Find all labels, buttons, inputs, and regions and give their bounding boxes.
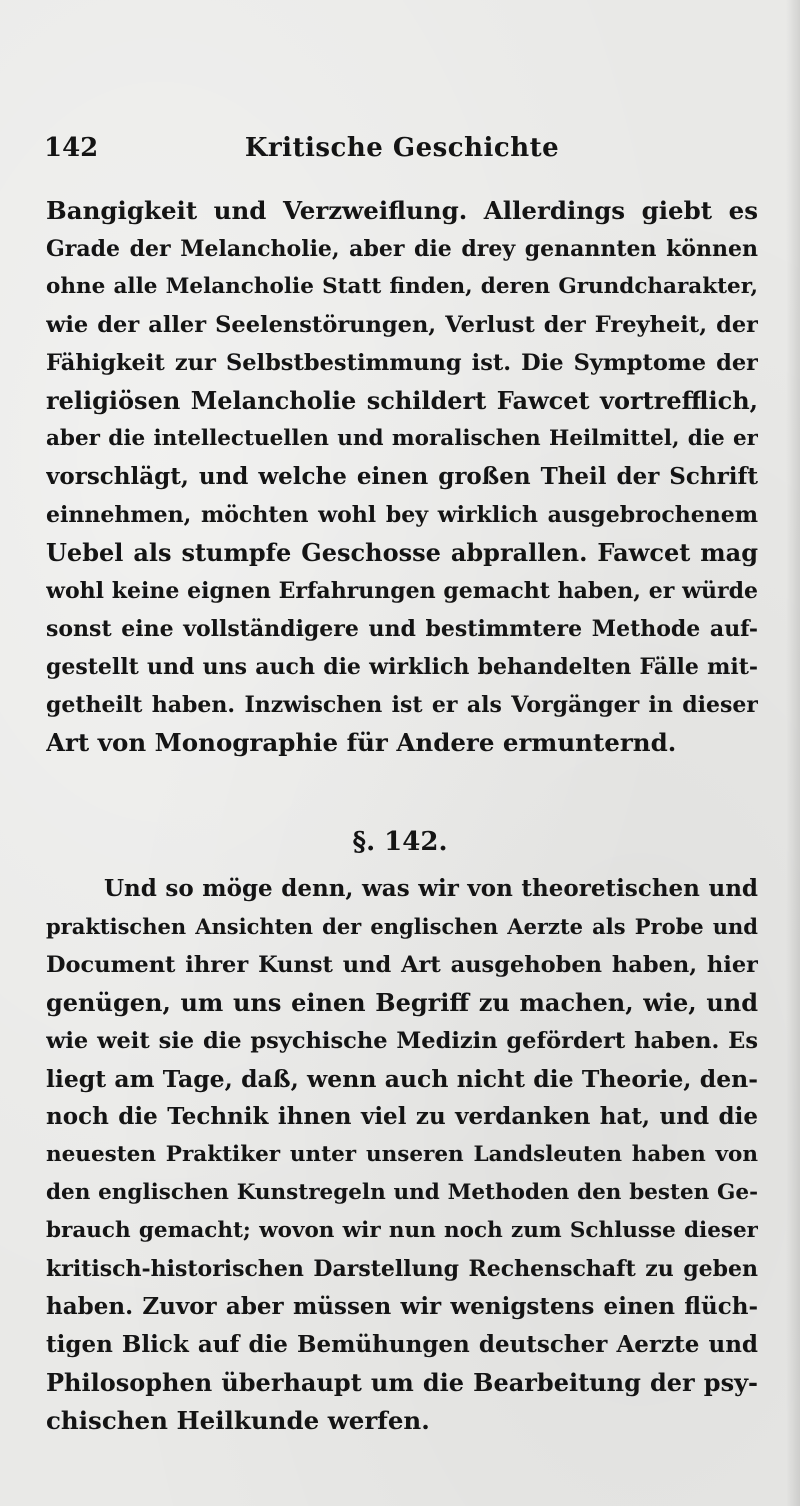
text-line: brauch gemacht; wovon wir nun noch zum Schlusse dieser — [46, 1218, 758, 1243]
text-line: Art von Monographie für Andere ermunternd. — [46, 728, 677, 757]
running-title: Kritische Geschichte — [244, 133, 560, 163]
text-line: ohne alle Melancholie Statt finden, deren Grundcharakter, — [46, 274, 758, 299]
text-line: Fähigkeit zur Selbstbestimmung ist. Die Symptome der — [46, 350, 758, 376]
text-line: liegt am Tage, daß, wenn auch nicht die Theorie, den- — [46, 1065, 758, 1093]
text-line: wohl keine eignen Erfahrungen gemacht haben, er würde — [46, 578, 758, 604]
text-line: Grade der Melancholie, aber die drey genannten können — [46, 236, 758, 262]
text-line: aber die intellectuellen und moralischen Heilmittel, die er — [46, 426, 758, 451]
text-line: einnehmen, möchten wohl bey wirklich ausgebrochenem — [46, 502, 758, 528]
text-line: chischen Heilkunde werfen. — [46, 1406, 430, 1435]
section-heading: §. 142. — [352, 827, 448, 857]
text-line: Bangigkeit und Verzweiflung. Allerdings giebt es — [46, 196, 758, 225]
text-line: Uebel als stumpfe Geschosse abprallen. Fawcet mag — [46, 538, 758, 567]
page-header — [44, 128, 760, 168]
page-edge-shadow — [786, 0, 800, 1506]
text-line: sonst eine vollständigere und bestimmtere Methode auf- — [46, 616, 758, 642]
text-line: Document ihrer Kunst und Art ausgehoben haben, hier — [46, 952, 758, 978]
text-line: genügen, um uns einen Begriff zu machen, wie, und — [46, 988, 758, 1017]
text-line: wie weit sie die psychische Medizin gefördert haben. Es — [46, 1028, 758, 1054]
text-line: wie der aller Seelenstörungen, Verlust der Freyheit, der — [46, 312, 758, 338]
text-line: gestellt und uns auch die wirklich behandelten Fälle mit- — [46, 654, 758, 680]
text-line: neuesten Praktiker unter unseren Landsleuten haben von — [46, 1142, 758, 1167]
text-line: Philosophen überhaupt um die Bearbeitung der psy- — [46, 1368, 758, 1397]
page-number: 142 — [44, 133, 99, 163]
text-line: haben. Zuvor aber müssen wir wenigstens einen flüch- — [46, 1293, 758, 1320]
text-line: Und so möge denn, was wir von theoretischen und — [104, 875, 758, 902]
text-line: religiösen Melancholie schildert Fawcet vortrefflich, — [46, 386, 758, 415]
text-line: vorschlägt, und welche einen großen Theil der Schrift — [46, 463, 758, 490]
text-line: noch die Technik ihnen viel zu verdanken hat, und die — [46, 1103, 758, 1130]
text-line: tigen Blick auf die Bemühungen deutscher Aerzte und — [46, 1331, 758, 1358]
text-line: getheilt haben. Inzwischen ist er als Vorgänger in dieser — [46, 692, 758, 718]
text-line: kritisch-historischen Darstellung Rechenschaft zu geben — [46, 1256, 758, 1282]
text-line: den englischen Kunstregeln und Methoden den besten Ge- — [46, 1180, 758, 1205]
text-line: praktischen Ansichten der englischen Aerzte als Probe und — [46, 914, 758, 939]
